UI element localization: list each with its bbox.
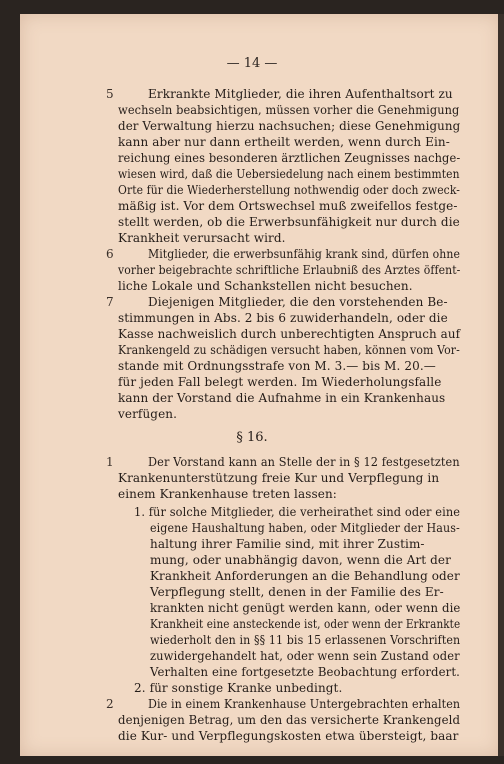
text-line: Die in einem Krankenhause Untergebrachten erhalten (148, 697, 461, 711)
list-item-line: 2. für sonstige Kranke unbedingt. (134, 681, 343, 695)
text-line: liche Lokale und Schankstellen nicht besuchen. (118, 279, 413, 293)
list-item-line: mung, oder unabhängig davon, wenn die Art der (150, 553, 451, 567)
text-line: Krankheit verursacht wird. (118, 231, 286, 245)
text-line: Der Vorstand kann an Stelle der in § 12 festgesetzten (148, 455, 460, 469)
text-line: stellt werden, ob die Erwerbsunfähigkeit nur durch die (118, 215, 460, 229)
list-item-line: Verhalten eine fortgesetzte Beobachtung erfordert. (150, 665, 460, 679)
text-line: der Verwaltung hierzu nachsuchen; diese Genehmigung (118, 119, 461, 133)
section-heading: § 16. (236, 430, 268, 445)
list-item-line: Krankheit eine ansteckende ist, oder wenn der Erkrankte (150, 617, 461, 631)
page-edge (498, 14, 504, 756)
list-item-line: Krankheit Anforderungen an die Behandlung oder (150, 569, 460, 583)
list-item-line: haltung ihrer Familie sind, mit ihrer Zustim- (150, 537, 425, 551)
margin-number: 2 (106, 697, 114, 711)
margin-number: 6 (106, 247, 114, 261)
text-line: einem Krankenhause treten lassen: (118, 487, 337, 501)
list-item-line: Verpflegung stellt, denen in der Familie des Er- (150, 585, 444, 599)
list-item-line: 1. für solche Mitglieder, die verheirathet sind oder eine (134, 505, 461, 519)
text-line: vorher beigebrachte schriftliche Erlaubniß des Arztes öffent- (118, 263, 461, 277)
text-line: Erkrankte Mitglieder, die ihren Aufenthaltsort zu (148, 87, 453, 101)
list-item-line: wiederholt den in §§ 11 bis 15 erlassenen Vorschriften (150, 633, 461, 647)
text-line: Mitglieder, die erwerbsunfähig krank sind, dürfen ohne (148, 247, 461, 261)
text-line: für jeden Fall belegt werden. Im Wiederholungsfalle (118, 375, 442, 389)
margin-number: 5 (106, 87, 114, 101)
text-line: denjenigen Betrag, um den das versicherte Krankengeld (118, 713, 461, 727)
text-line: stimmungen in Abs. 2 bis 6 zuwiderhandeln, oder die (118, 311, 448, 325)
page-number: — 14 — (226, 56, 278, 71)
text-line: wiesen wird, daß die Uebersiedelung nach einem bestimmten (118, 167, 460, 181)
list-item-line: krankten nicht genügt werden kann, oder wenn die (150, 601, 461, 615)
text-line: kann aber nur dann ertheilt werden, wenn durch Ein- (118, 135, 450, 149)
text-line: die Kur- und Verpflegungskosten etwa übersteigt, baar (118, 729, 459, 743)
list-item-line: zuwidergehandelt hat, oder wenn sein Zustand oder (150, 649, 460, 663)
text-line: Orte für die Wiederherstellung nothwendig oder doch zweck- (118, 183, 461, 197)
text-line: Kasse nachweislich durch unberechtigten Anspruch auf (118, 327, 461, 341)
text-line: stande mit Ordnungsstrafe von M. 3.— bis M. 20.— (118, 359, 436, 373)
text-line: Krankenunterstützung freie Kur und Verpflegung in (118, 471, 440, 485)
text-line: wechseln beabsichtigen, müssen vorher die Genehmigung (118, 103, 460, 117)
list-item-line: eigene Haushaltung haben, oder Mitglieder der Haus- (150, 521, 460, 535)
text-line: mäßig ist. Vor dem Ortswechsel muß zweifellos festge- (118, 199, 458, 213)
margin-number: 1 (106, 455, 114, 469)
margin-number: 7 (106, 295, 114, 309)
text-line: Diejenigen Mitglieder, die den vorstehenden Be- (148, 295, 448, 309)
text-line: verfügen. (118, 407, 178, 421)
text-line: reichung eines besonderen ärztlichen Zeugnisses nachge- (118, 151, 461, 165)
text-line: kann der Vorstand die Aufnahme in ein Krankenhaus (118, 391, 446, 405)
text-line: Krankengeld zu schädigen versucht haben, können vom Vor- (118, 343, 460, 357)
